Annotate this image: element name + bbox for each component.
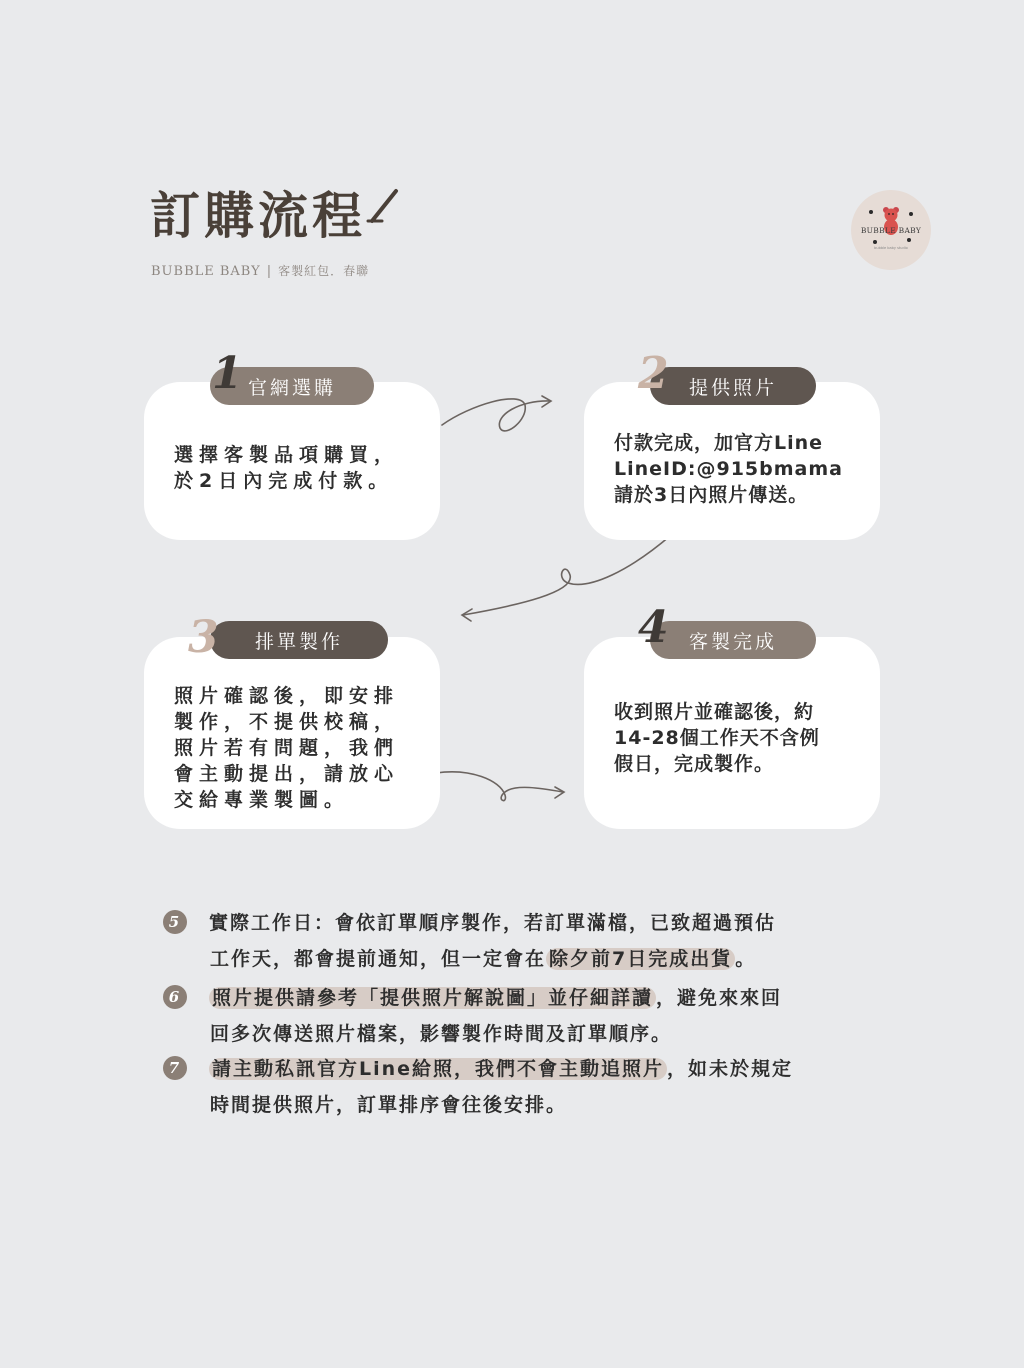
note-5-badge: 5 — [163, 910, 187, 934]
note-7-highlight: 請主動私訊官方Line給照，我們不會主動追照片 — [209, 1058, 667, 1080]
note-7-line-1 — [163, 1051, 873, 1087]
note-6 — [163, 980, 873, 1052]
step-1-label: 官網選購 — [210, 367, 374, 405]
step-card-4 — [584, 637, 880, 829]
logo-dot — [909, 212, 913, 216]
note-6-highlight: 照片提供請參考「提供照片解說圖」並仔細詳讀 — [209, 987, 656, 1009]
brand-tagline: 客製紅包．春聯 — [278, 264, 370, 278]
note-5-highlight: 除夕前7日完成出貨 — [546, 948, 735, 970]
brand-subtitle — [151, 262, 369, 279]
step-3-text: 照片確認後，即安排 製作，不提供校稿， 照片若有問題，我們 會主動提出，請放心 交給專業製圖。 — [174, 685, 400, 811]
step-2-number: 2 — [638, 348, 669, 399]
title-slash-icon — [366, 188, 400, 224]
note-5-text-1: 實際工作日：會依訂單順序製作，若訂單滿檔，已致超過預估 — [209, 912, 777, 934]
brand-separator: | — [266, 264, 273, 279]
page-title: 訂購流程 — [150, 186, 366, 245]
step-4-text: 收到照片並確認後，約 14-28個工作天不含例 假日，完成製作。 — [614, 701, 820, 775]
note-5 — [163, 905, 873, 977]
note-7-badge: 7 — [163, 1056, 187, 1080]
step-4-number: 4 — [638, 602, 669, 653]
step-card-2 — [584, 382, 880, 540]
step-2-text: 付款完成，加官方Line LineID:@915bmama 請於3日內照片傳送。 — [614, 432, 843, 506]
step-3-label: 排單製作 — [210, 621, 388, 659]
note-6-line-1 — [163, 980, 873, 1016]
note-5-text-2b: 。 — [735, 948, 757, 970]
step-4-label: 客製完成 — [650, 621, 816, 659]
logo-dot — [907, 238, 911, 242]
logo-dot — [869, 210, 873, 214]
connector-1-2 — [442, 399, 550, 431]
note-6-text-1b: ，避免來來回 — [656, 987, 783, 1009]
connector-3-4 — [436, 772, 563, 801]
brand-logo — [851, 190, 931, 270]
step-1-number: 1 — [212, 348, 243, 399]
step-card-1 — [144, 382, 440, 540]
note-6-line-2: 回多次傳送照片檔案，影響製作時間及訂單順序。 — [210, 1023, 673, 1045]
note-6-badge: 6 — [163, 985, 187, 1009]
note-5-text-2a: 工作天，都會提前通知，但一定會在 — [210, 948, 547, 970]
note-7-line-2: 時間提供照片，訂單排序會往後安排。 — [210, 1094, 568, 1116]
step-1-text: 選擇客製品項購買， 於2日內完成付款。 — [174, 444, 400, 492]
brand-name: BUBBLE BABY — [151, 264, 261, 279]
note-5-line-1 — [163, 905, 873, 941]
logo-dot — [873, 240, 877, 244]
logo-subtext: bubble baby studio — [874, 246, 908, 250]
note-7-text-1b: ，如未於規定 — [667, 1058, 794, 1080]
step-2-label: 提供照片 — [650, 367, 816, 405]
step-card-3 — [144, 637, 440, 829]
note-5-line-2 — [163, 941, 873, 977]
step-3-number: 3 — [188, 612, 219, 663]
logo-text: BUBBLE BABY — [860, 225, 922, 235]
note-7 — [163, 1051, 873, 1123]
